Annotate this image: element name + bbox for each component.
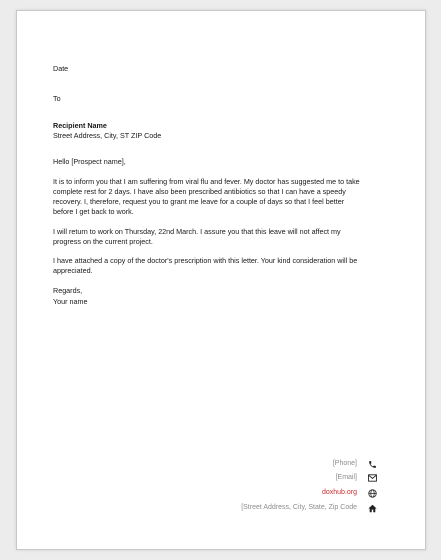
closing: Regards, — [53, 286, 83, 295]
to-label: To — [53, 94, 61, 103]
recipient-name: Recipient Name — [53, 121, 107, 130]
paragraph-line: appreciated. — [53, 266, 93, 275]
signature: Your name — [53, 297, 88, 306]
letter-page — [16, 10, 426, 550]
paragraph-line: complete rest for 2 days. I have also been prescribed antibiotics so that I can have a speedy — [53, 187, 346, 196]
paragraph-line: recovery. I, therefore, request you to grant me leave for a couple of days so that I feel better — [53, 197, 345, 206]
paragraph-line: I will return to work on Thursday, 22nd March. I assure you that this leave will not affect my — [53, 227, 341, 236]
paragraph-line: I have attached a copy of the doctor's prescription with this letter. Your kind consideration will be — [53, 256, 358, 265]
email-placeholder: [Email] — [335, 474, 357, 481]
paragraph-line: progress on the current project. — [53, 237, 153, 246]
date-label: Date — [53, 64, 69, 73]
paragraph-line: It is to inform you that I am suffering from viral flu and fever. My doctor has suggested me to take — [53, 177, 360, 186]
globe-icon — [367, 488, 377, 498]
paragraph-line: before I get back to work. — [53, 207, 134, 216]
phone-icon — [367, 459, 377, 469]
phone-placeholder: [Phone] — [332, 460, 357, 467]
home-icon — [367, 503, 377, 513]
website-link[interactable]: doxhub.org — [321, 489, 357, 496]
envelope-icon — [367, 473, 377, 483]
salutation: Hello [Prospect name], — [53, 157, 126, 166]
address-placeholder: [Street Address, City, State, Zip Code — [241, 504, 357, 511]
recipient-address: Street Address, City, ST ZIP Code — [53, 131, 162, 140]
